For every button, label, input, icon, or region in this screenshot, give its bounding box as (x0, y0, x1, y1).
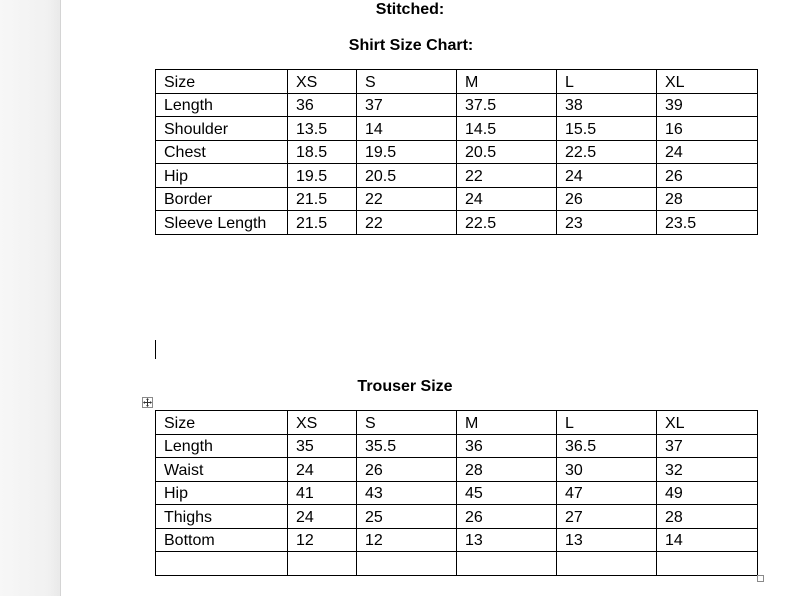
table-row (156, 411, 758, 435)
table-cell[interactable]: Bottom (156, 528, 288, 552)
table-row (156, 481, 758, 505)
table-cell[interactable]: 32 (657, 458, 758, 482)
table-cell[interactable]: 20.5 (457, 140, 557, 164)
table-row (156, 211, 758, 235)
table-row (156, 458, 758, 482)
table-row (156, 187, 758, 211)
table-cell[interactable]: 22.5 (557, 140, 657, 164)
table-cell[interactable]: 38 (557, 93, 657, 117)
table-cell[interactable]: Thighs (156, 505, 288, 529)
table-row (156, 70, 758, 94)
table-cell[interactable]: 18.5 (288, 140, 357, 164)
table-row (156, 552, 758, 576)
table-cell[interactable]: 23.5 (657, 211, 758, 235)
table-cell[interactable]: 47 (557, 481, 657, 505)
table-cell[interactable]: 22 (457, 164, 557, 188)
table-cell[interactable]: 22 (357, 211, 457, 235)
table-cell[interactable]: 35.5 (357, 434, 457, 458)
table-cell[interactable]: 22.5 (457, 211, 557, 235)
table-cell[interactable]: 24 (457, 187, 557, 211)
table-cell[interactable]: 27 (557, 505, 657, 529)
table-row (156, 164, 758, 188)
table-cell[interactable]: 24 (657, 140, 758, 164)
table-cell[interactable]: 49 (657, 481, 758, 505)
table-cell[interactable]: 36 (457, 434, 557, 458)
table-cell[interactable]: M (457, 411, 557, 435)
stitched-heading: Stitched: (375, 1, 445, 18)
left-margin (0, 0, 61, 596)
table-cell[interactable]: 28 (657, 505, 758, 529)
table-cell[interactable]: 45 (457, 481, 557, 505)
table-cell[interactable]: 26 (557, 187, 657, 211)
table-cell[interactable]: 13 (457, 528, 557, 552)
table-cell[interactable]: 13.5 (288, 117, 357, 141)
table-cell[interactable]: Hip (156, 481, 288, 505)
table-cell[interactable] (357, 552, 457, 576)
table-cell[interactable] (288, 552, 357, 576)
table-cell[interactable]: XL (657, 70, 758, 94)
table-cell[interactable]: L (557, 411, 657, 435)
table-cell[interactable] (557, 552, 657, 576)
table-cell[interactable]: 36.5 (557, 434, 657, 458)
table-cell[interactable]: 30 (557, 458, 657, 482)
shirt-size-table[interactable] (155, 69, 758, 235)
table-row (156, 528, 758, 552)
table-cell[interactable]: Sleeve Length (156, 211, 288, 235)
text-cursor (155, 340, 156, 359)
table-cell[interactable]: Shoulder (156, 117, 288, 141)
table-cell[interactable]: S (357, 70, 457, 94)
table-row (156, 434, 758, 458)
table-cell[interactable]: 43 (357, 481, 457, 505)
table-row (156, 140, 758, 164)
table-cell[interactable]: 23 (557, 211, 657, 235)
table-cell[interactable]: 21.5 (288, 211, 357, 235)
trouser-size-table[interactable] (155, 410, 758, 576)
table-cell[interactable]: 19.5 (357, 140, 457, 164)
table-cell[interactable]: 35 (288, 434, 357, 458)
table-cell[interactable]: 14.5 (457, 117, 557, 141)
table-cell[interactable]: Length (156, 434, 288, 458)
table-cell[interactable]: 22 (357, 187, 457, 211)
table-cell[interactable]: 26 (657, 164, 758, 188)
table-cell[interactable]: XL (657, 411, 758, 435)
table-cell[interactable]: 20.5 (357, 164, 457, 188)
resize-square-icon[interactable] (757, 575, 764, 582)
table-cell[interactable]: 39 (657, 93, 758, 117)
table-cell[interactable]: Size (156, 411, 288, 435)
trouser-chart-title: Trouser Size (357, 378, 453, 395)
table-cell[interactable]: 37 (357, 93, 457, 117)
table-cell[interactable]: 26 (457, 505, 557, 529)
table-row (156, 505, 758, 529)
table-cell[interactable]: 24 (288, 458, 357, 482)
table-cell[interactable]: XS (288, 411, 357, 435)
table-cell[interactable] (457, 552, 557, 576)
shirt-chart-title: Shirt Size Chart: (348, 37, 474, 54)
table-cell[interactable]: 13 (557, 528, 657, 552)
table-cell[interactable]: S (357, 411, 457, 435)
table-cell[interactable]: 14 (657, 528, 758, 552)
table-cell[interactable]: 36 (288, 93, 357, 117)
table-cell[interactable]: 28 (657, 187, 758, 211)
table-cell[interactable]: XS (288, 70, 357, 94)
table-cell[interactable]: 21.5 (288, 187, 357, 211)
table-cell[interactable]: Border (156, 187, 288, 211)
table-row (156, 93, 758, 117)
table-row (156, 117, 758, 141)
table-cell[interactable]: M (457, 70, 557, 94)
table-cell[interactable]: 25 (357, 505, 457, 529)
table-cell[interactable]: 24 (288, 505, 357, 529)
table-cell[interactable]: 24 (557, 164, 657, 188)
table-cell[interactable]: 19.5 (288, 164, 357, 188)
table-cell[interactable] (156, 552, 288, 576)
table-cell[interactable]: 12 (357, 528, 457, 552)
table-cell[interactable]: 41 (288, 481, 357, 505)
table-cell[interactable]: Chest (156, 140, 288, 164)
table-cell[interactable]: Size (156, 70, 288, 94)
table-cell[interactable]: Waist (156, 458, 288, 482)
table-cell[interactable]: 37.5 (457, 93, 557, 117)
table-cell[interactable]: Length (156, 93, 288, 117)
table-cell[interactable]: 37 (657, 434, 758, 458)
table-cell[interactable]: 26 (357, 458, 457, 482)
table-cell[interactable]: 14 (357, 117, 457, 141)
table-cell[interactable]: L (557, 70, 657, 94)
table-cell[interactable] (657, 552, 758, 576)
table-cell[interactable]: Hip (156, 164, 288, 188)
table-cell[interactable]: 28 (457, 458, 557, 482)
move-cross-icon[interactable] (142, 397, 153, 408)
table-cell[interactable]: 15.5 (557, 117, 657, 141)
table-cell[interactable]: 16 (657, 117, 758, 141)
table-cell[interactable]: 12 (288, 528, 357, 552)
